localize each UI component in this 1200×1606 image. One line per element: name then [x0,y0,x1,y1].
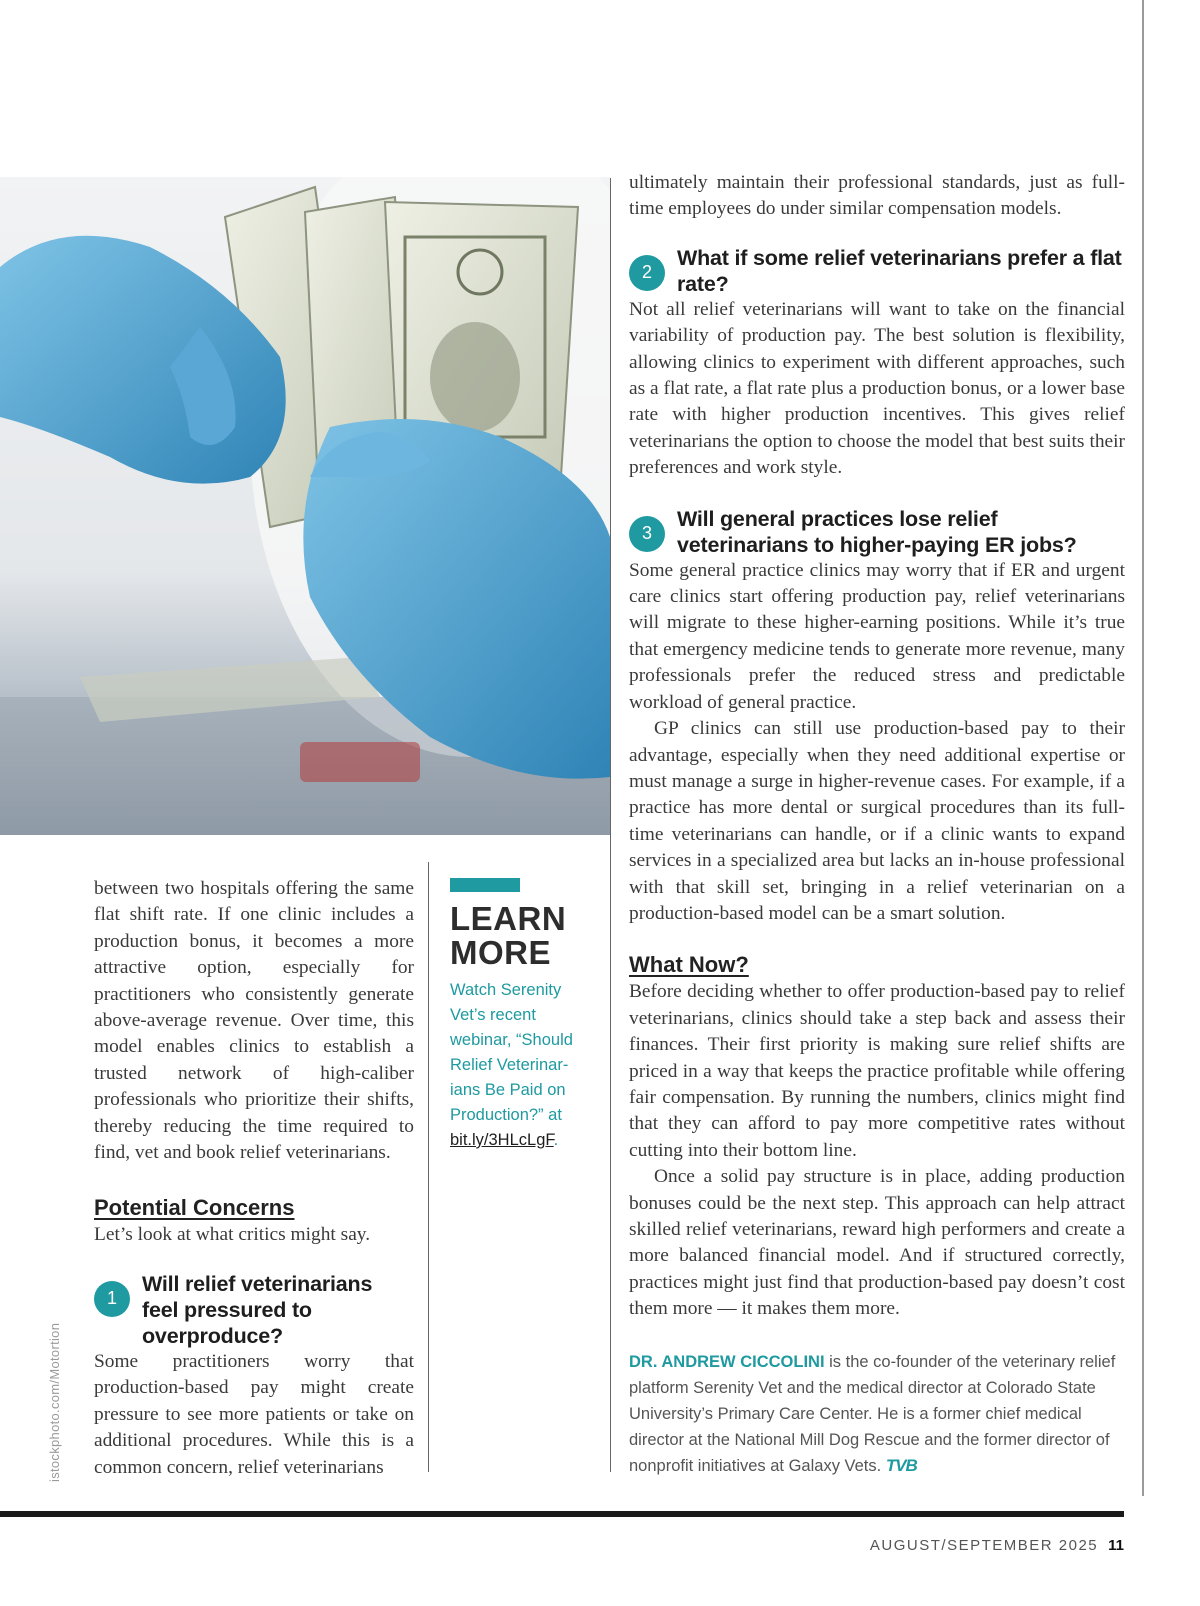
question-3-body-2: GP clinics can still use production-based pay to their advantage, especially when they need additional expertise or must manage a surge in higher-revenue cases. For example, if a practice has more dental or surgical procedures than its full-time veterinarians can handle, or if a clinic wants to expand services in a specialized area but lacks an in-house professional with that skill set, bringing in a relief veterinarian on a production-based model can be a smart solution. [629,718,1125,924]
author-name: DR. ANDREW CICCOLINI [629,1352,825,1371]
intro-paragraph: between two hospitals offering the same flat shift rate. If one clinic includes a production bonus, it becomes a more attractive option, especially for practitioners who consistently generate above-average revenue. Over time, this model enables clinics to establish a trusted network of high-caliber professionals who prioritize their shifts, thereby reducing the time required to find, vet and book relief veterinarians. [94,878,414,1164]
question-title: Will relief veterinarians feel pressured to overproduce? [142,1271,373,1348]
section-title-what-now: What Now? [629,952,749,978]
learn-more-sidebar [450,878,590,1153]
question-2-body: Not all relief veterinarians will want to take on the financial variability of production pay. The best solution is flexibility, allowing clinics to experiment with different approaches, such as a flat rate, a flat rate plus a production bonus, or a lower base rate with higher production incentives. This gives relief veterinarians the option to choose the model that best suits their preferences and work style. [629,298,1125,479]
learn-more-accent-bar [450,878,520,892]
question-title: What if some relief veterinarians prefer a flat rate? [677,245,1122,296]
what-now-body-1: Before deciding whether to offer production-based pay to relief veterinarians, clinics should take a step back and assess their finances. Their first priority is making sure relief shifts are priced in a way that keeps the practice profitable while offering fair compensation. By running the numbers, clinics might find that they can afford to pay more competitive rates without cutting into their bottom line. [629,981,1125,1161]
question-1-heading [94,1271,414,1349]
gloved-hands-counting-money-image [0,177,610,835]
learn-more-text [450,978,590,1153]
hero-photo [0,177,610,835]
question-number-badge: 3 [629,516,665,552]
question-number-badge: 1 [94,1281,130,1317]
column-divider-left [428,862,429,1472]
question-1-body: Some practitioners worry that production-based pay might create pressure to see more patients or take on additional procedures. While this is a common concern, relief veterinarians [94,1350,414,1478]
section-title-potential-concerns: Potential Concerns [94,1195,295,1221]
what-now-body-2: Once a solid pay structure is in place, adding production bonuses could be the next step. This approach can help attract skilled relief veterinarians, reward high performers and create a more balanced financial model. And if structured correctly, practices might just find that production-based pay doesn’t cost them more — it makes them more. [629,1166,1125,1320]
learn-more-title: LEARN MORE [450,900,567,971]
footer-rule [0,1511,1124,1517]
issue-date: AUGUST/SEPTEMBER 2025 [869,1537,1099,1554]
tvb-logo: TVB [885,1455,917,1475]
author-bio-text: is the co-founder of the veterinary relief platform Serenity Vet and the medical director at Colorado State University’s Primary Care Center. He is a former chief medical director at the National Mill Dog Rescue and the former director of nonprofit initiatives at Galaxy Vets. [629,1352,1116,1475]
column-right [629,170,1125,1479]
column-divider-right [610,178,611,1472]
photo-credit: istockphoto.com/Motortion [47,1322,62,1482]
section-lead: Let’s look at what critics might say. [94,1224,371,1246]
webinar-link[interactable]: bit.ly/3HLcLgF [450,1131,554,1149]
page-number: 11 [1108,1537,1124,1554]
question-title: Will general practices lose relief veterinarians to higher-paying ER jobs? [677,506,1077,557]
question-3-heading [629,506,1125,558]
right-margin-rule [1142,0,1144,1496]
question-number-badge: 2 [629,255,665,291]
learn-more-period: . [553,1131,559,1149]
question-2-heading [629,245,1125,297]
learn-more-description: Watch Serenity Vet’s recent webinar, “Should Relief Veterinarians Be Paid on Production?” at [450,981,573,1124]
page-footer [870,1537,1124,1554]
author-bio [629,1349,1125,1479]
question-1-continued: ultimately maintain their professional standards, just as full-time employees do under similar compensation models. [629,172,1125,220]
question-3-body-1: Some general practice clinics may worry that if ER and urgent care clinics start offering production pay, relief veterinarians will migrate to these higher-earning positions. While it’s true that emergency medicine tends to generate more revenue, many professionals prefer the reduced stress and predictable workload of general practice. [629,559,1125,713]
column-left [94,876,414,1481]
